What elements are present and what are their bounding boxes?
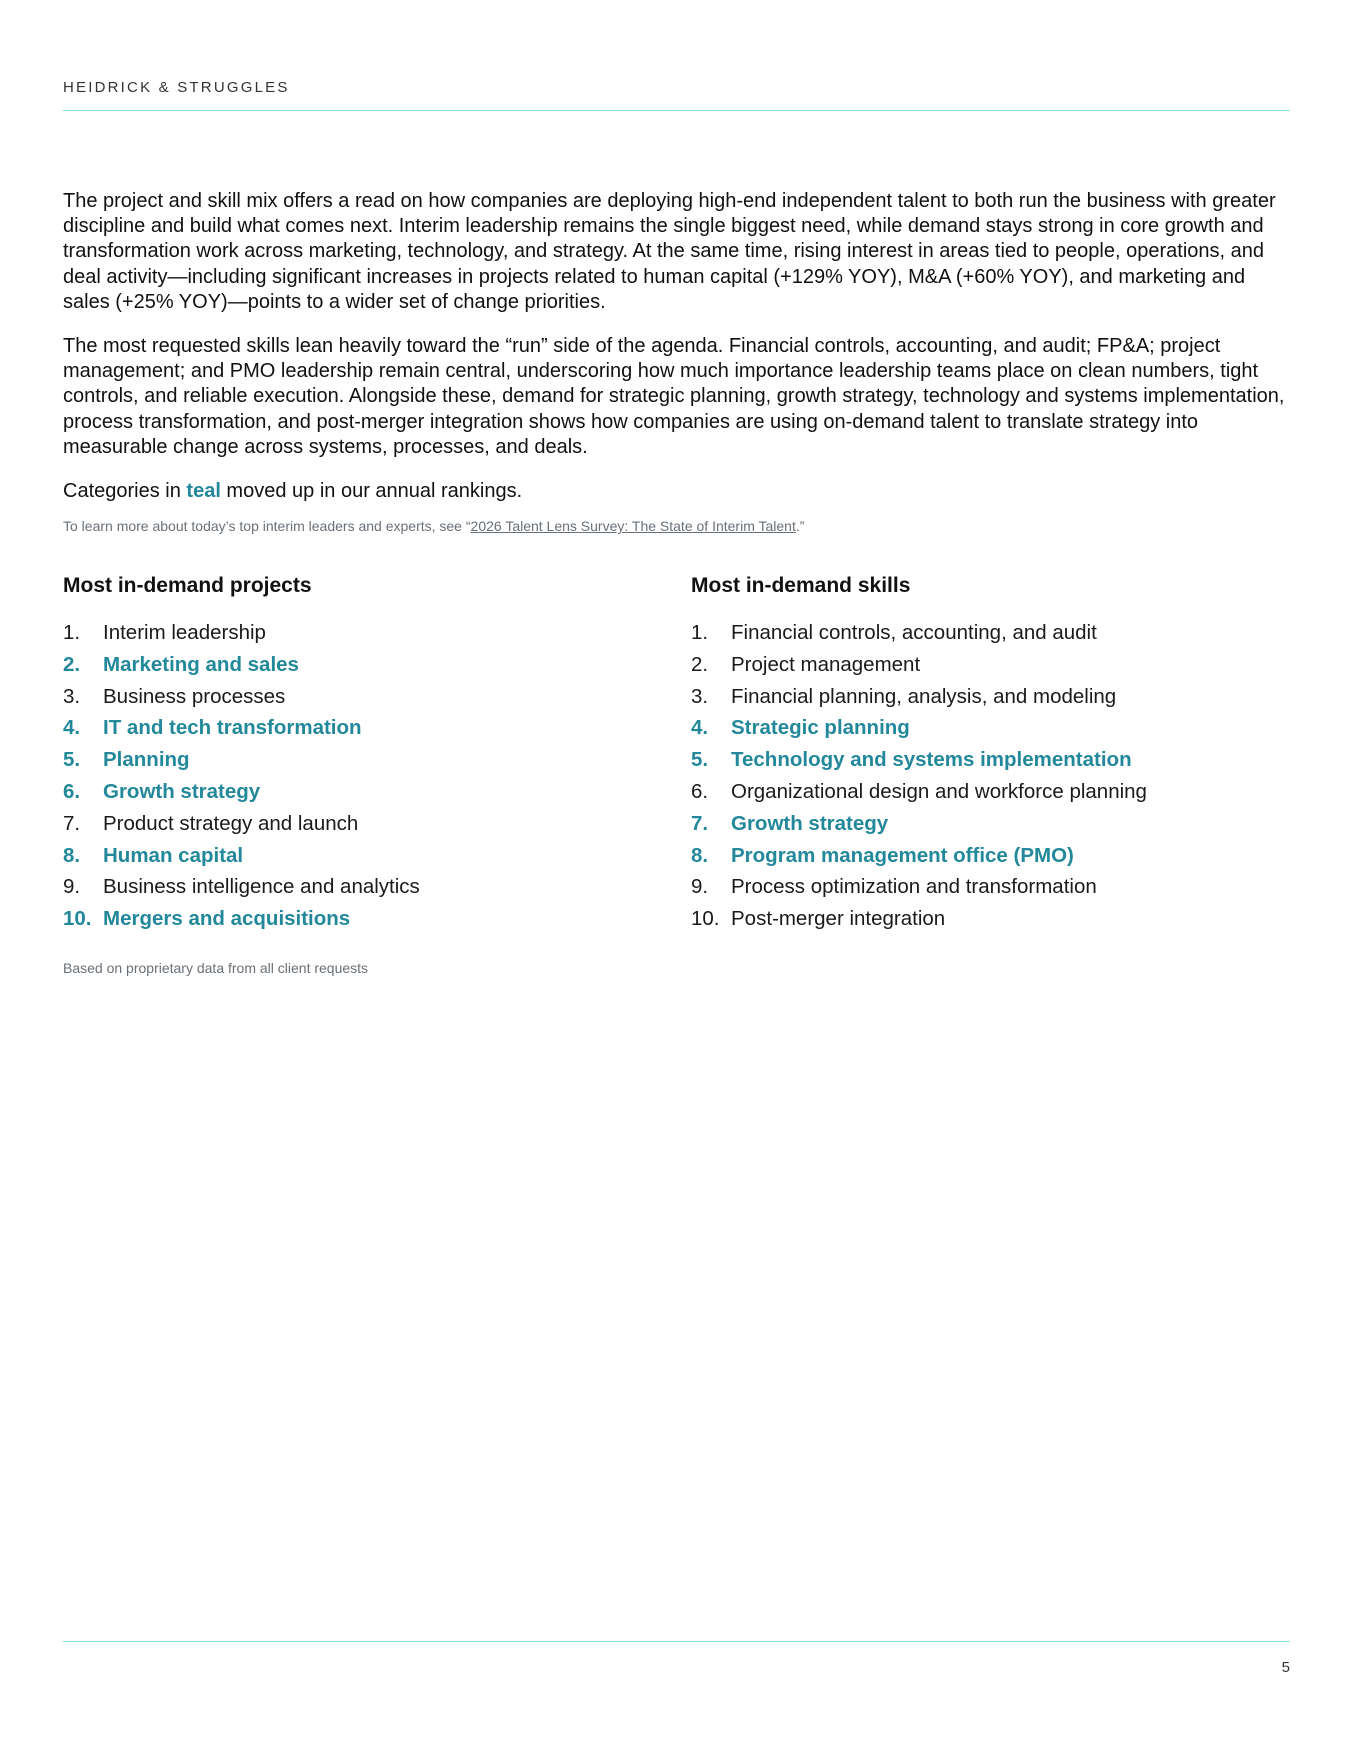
list-item-number: 3. (691, 684, 709, 708)
list-item-label: Interim leadership (103, 621, 266, 644)
projects-list (63, 617, 663, 935)
skills-paragraph: The most requested skills lean heavily toward the “run” side of the agenda. Financial controls, accounting, and audit; FP&A; project management; and PMO leadership remain central, underscoring how much importance leadership teams place on clean numbers, tight controls, and reliable execution. Alongside these, demand for strategic planning, growth strategy, technology and systems implementation, process transformation, and post-merger integration shows how companies are using on-demand talent to translate strategy into measurable change across systems, processes, and deals. (63, 335, 1285, 458)
list-item-number: 9. (691, 875, 709, 899)
list-item-number: 10. (63, 907, 92, 931)
survey-link[interactable]: 2026 Talent Lens Survey: The State of Interim Talent (470, 518, 796, 535)
list-item-number: 1. (691, 621, 709, 644)
list-item-label: Growth strategy (103, 779, 261, 803)
list-item (691, 808, 1290, 840)
body-text (63, 189, 1290, 534)
list-item-number: 8. (691, 843, 709, 867)
bottom-divider (63, 1641, 1290, 1642)
list-item-label: Planning (103, 748, 190, 772)
categories-legend (63, 479, 1290, 504)
list-item (63, 712, 663, 744)
list-item-number: 6. (63, 779, 81, 803)
intro-paragraph: The project and skill mix offers a read on how companies are deploying high-end independent talent to both run the business with greater discipline and build what comes next. Interim leadership remains the single biggest need, while demand stays strong in core growth and transformation work across marketing, technology, and strategy. At the same time, rising interest in areas tied to people, operations, and deal activity—including significant increases in projects related to human capital (+129% YOY), M&A (+60% YOY), and marketing and sales (+25% YOY)—points to a wider set of change priorities. (63, 190, 1276, 313)
top-divider (63, 110, 1290, 111)
list-item-label: Program management office (PMO) (731, 843, 1074, 867)
categories-suffix: moved up in our annual rankings. (220, 480, 523, 503)
projects-column (63, 574, 663, 935)
survey-note (63, 518, 1290, 534)
list-item-number: 9. (63, 875, 81, 899)
brand-header: HEIDRICK & STRUGGLES (63, 79, 290, 96)
list-item-number: 3. (63, 684, 81, 708)
list-item (63, 649, 663, 681)
source-note: Based on proprietary data from all client requests (63, 960, 369, 976)
list-item (691, 617, 1290, 649)
list-item-label: Mergers and acquisitions (103, 907, 351, 931)
list-item-label: Organizational design and workforce planning (731, 779, 1147, 803)
list-item-label: Technology and systems implementation (731, 748, 1132, 772)
list-item (63, 681, 663, 713)
list-item-label: Marketing and sales (103, 652, 299, 676)
list-item (691, 776, 1290, 808)
list-item-number: 4. (63, 716, 81, 740)
list-item (63, 776, 663, 808)
list-item-number: 8. (63, 843, 81, 867)
list-item-number: 7. (691, 811, 709, 835)
teal-keyword: teal (186, 480, 221, 503)
list-item (691, 871, 1290, 903)
list-item (63, 871, 663, 903)
list-item-number: 5. (63, 748, 81, 772)
skills-title: Most in-demand skills (691, 574, 911, 597)
list-item (63, 617, 663, 649)
list-item-number: 1. (63, 621, 81, 644)
list-item (691, 681, 1290, 713)
list-item-label: Business intelligence and analytics (103, 875, 420, 899)
list-item-label: Financial planning, analysis, and modeling (731, 684, 1117, 708)
note-prefix: To learn more about today’s top interim leaders and experts, see “ (63, 518, 471, 535)
list-item-label: Process optimization and transformation (731, 875, 1097, 899)
page-number: 5 (1281, 1659, 1290, 1676)
list-item-number: 7. (63, 811, 81, 835)
list-item-label: Post-merger integration (731, 907, 946, 931)
list-item-label: Business processes (103, 684, 286, 708)
list-item-label: Human capital (103, 843, 244, 867)
list-item-number: 6. (691, 779, 709, 803)
list-item-label: Growth strategy (731, 811, 889, 835)
list-item-number: 2. (63, 652, 81, 676)
list-item-number: 5. (691, 748, 709, 772)
list-item-label: Strategic planning (731, 716, 910, 740)
list-item (691, 840, 1290, 872)
list-item-number: 2. (691, 652, 709, 676)
list-item-label: Financial controls, accounting, and audit (731, 621, 1097, 644)
list-item (63, 808, 663, 840)
categories-prefix: Categories in (63, 480, 187, 503)
list-item-label: Project management (731, 652, 921, 676)
list-item (691, 712, 1290, 744)
list-item (63, 744, 663, 776)
list-item (691, 903, 1290, 935)
list-item-label: Product strategy and launch (103, 811, 359, 835)
skills-list (691, 617, 1290, 935)
list-item-label: IT and tech transformation (103, 716, 362, 740)
list-item (63, 903, 663, 935)
list-item-number: 4. (691, 716, 709, 740)
projects-title: Most in-demand projects (63, 574, 312, 597)
list-item (63, 840, 663, 872)
list-item (691, 744, 1290, 776)
list-item (691, 649, 1290, 681)
document-page (63, 0, 1290, 1753)
skills-column (691, 574, 1290, 935)
list-item-number: 10. (691, 907, 720, 931)
note-suffix: .” (795, 518, 805, 535)
